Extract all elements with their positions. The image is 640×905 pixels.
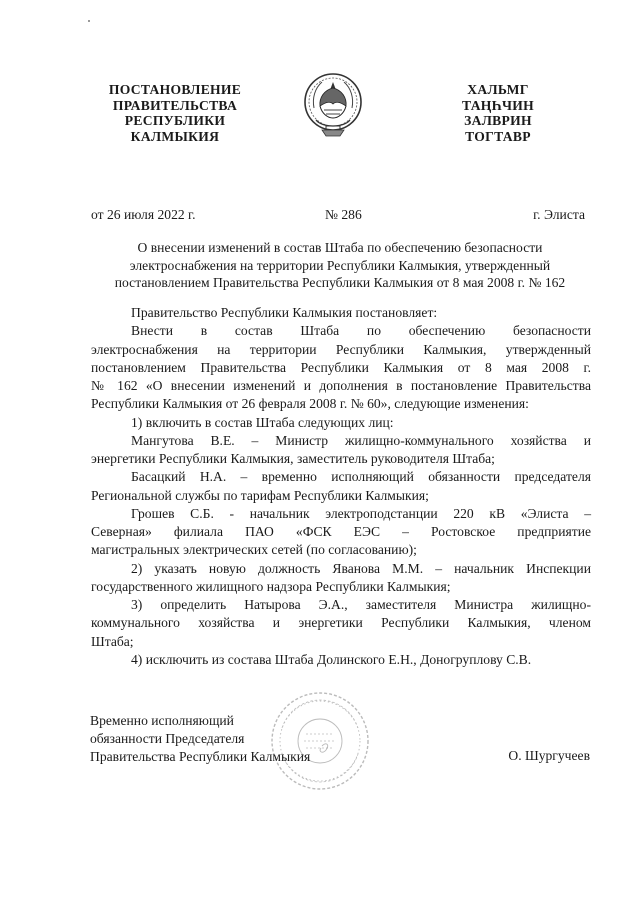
title-line: электроснабжения на территории Республики Калмыкия, утвержденный xyxy=(129,257,551,273)
header-right-line: ХАЛЬМГ xyxy=(467,82,529,97)
person-groshev xyxy=(91,505,591,560)
main-paragraph xyxy=(91,322,591,413)
person-line: Северная» филиала ПАО «ФСК ЕЭС – Ростовское предприятие xyxy=(91,524,591,539)
person-line: Басацкий Н.А. – временно исполняющий обязанности председателя xyxy=(131,469,591,485)
signatory-name: О. Шургучеев xyxy=(508,748,590,763)
header-left-line: КАЛМЫКИЯ xyxy=(130,128,220,144)
main-line: постановлением Правительства Республики Калмыкия от 8 мая 2008 г. xyxy=(91,359,591,375)
item-4: 4) исключить из состава Штаба Долинского Е.Н., Доногруплову С.В. xyxy=(131,651,532,667)
person-line: Мангутова В.Е. – Министр жилищно-коммунального хозяйства и xyxy=(131,432,591,448)
item-line: 2) указать новую должность Яванова М.М. – начальник Инспекции xyxy=(131,560,591,576)
person-line: магистральных электрических сетей (по согласованию); xyxy=(91,542,417,558)
item-line: Штаба; xyxy=(91,633,134,649)
header-right-line: ТАҢҺЧИН xyxy=(462,97,534,113)
main-line: Внести в состав Штаба по обеспечению безопасности xyxy=(131,323,591,339)
document-meta xyxy=(91,207,589,225)
item-line: коммунального хозяйства и энергетики Республики Калмыкия, членом xyxy=(91,615,591,631)
header-left-line: РЕСПУБЛИКИ xyxy=(124,113,226,128)
person-mangutov xyxy=(91,432,591,469)
title-line: постановлением Правительства Республики Калмыкия от 8 мая 2008 г. № 162 xyxy=(114,275,566,291)
main-line: электроснабжения на территории Республики Калмыкия, утвержденный xyxy=(91,341,591,357)
header-right-title xyxy=(438,82,558,144)
position-line: Правительства Республики Калмыкия xyxy=(90,749,311,764)
header-left-line: ПРАВИТЕЛЬСТВА xyxy=(112,97,238,113)
intro-paragraph: Правительство Республики Калмыкия постановляет: xyxy=(131,305,438,320)
document-date: от 26 июля 2022 г. xyxy=(91,207,196,222)
item-1: 1) включить в состав Штаба следующих лиц: xyxy=(131,414,394,430)
person-line: Грошев С.Б. - начальник электроподстанции 220 кВ «Элиста – xyxy=(131,505,591,521)
title-line: О внесении изменений в состав Штаба по обеспечению безопасности xyxy=(137,240,543,255)
main-line: Республики Калмыкия от 26 февраля 2008 г. № 60», следующие изменения: xyxy=(91,396,529,412)
item-line: государственного жилищного надзора Республики Калмыкия; xyxy=(91,578,451,594)
document-number: № 286 xyxy=(325,207,362,222)
signatory-position xyxy=(90,712,311,766)
document-body xyxy=(91,304,591,669)
scan-speck xyxy=(88,20,90,22)
position-line: Временно исполняющий xyxy=(90,713,234,728)
position-line: обязанности Председателя xyxy=(90,731,245,746)
item-2 xyxy=(91,560,591,597)
document-city: г. Элиста xyxy=(533,207,585,222)
main-line: № 162 «О внесении изменений и дополнения в постановление Правительства xyxy=(91,378,591,393)
document-title xyxy=(90,239,590,292)
person-line: Региональной службы по тарифам Республики Калмыкия; xyxy=(91,487,429,503)
header-right-line: ЗАЛВРИН xyxy=(464,113,532,128)
header-left-title xyxy=(95,82,255,144)
item-3 xyxy=(91,596,591,651)
kalmykia-coat-of-arms-icon xyxy=(302,68,364,140)
item-line: 3) определить Натырова Э.А., заместителя Министра жилищно- xyxy=(131,597,591,612)
person-basatsky xyxy=(91,468,591,505)
person-line: энергетики Республики Калмыкия, заместитель руководителя Штаба; xyxy=(91,451,495,466)
header-right-line: ТОГТАВР xyxy=(465,128,531,144)
header-left-line: ПОСТАНОВЛЕНИЕ xyxy=(108,82,242,97)
